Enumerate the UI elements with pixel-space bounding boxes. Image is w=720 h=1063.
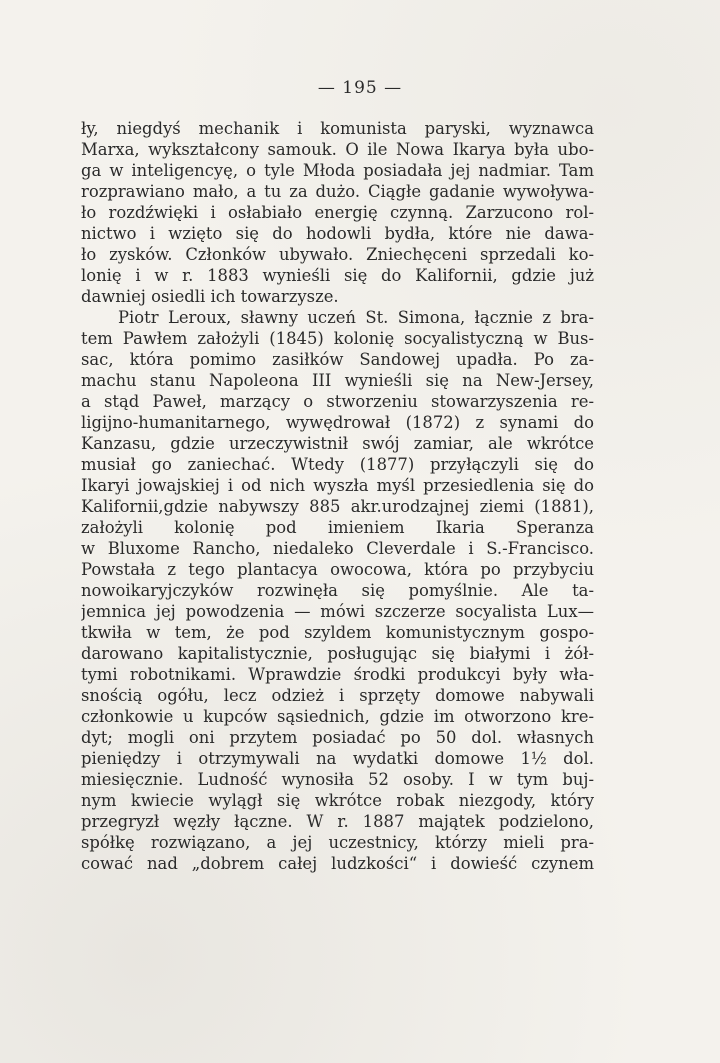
text-line: członkowie u kupców sąsiednich, gdzie im otworzono kre- [81,707,594,726]
text-line: machu stanu Napoleona III wynieśli się na New-Jersey, [81,371,594,390]
text-line: musiał go zaniechać. Wtedy (1877) przyłączyli się do [81,455,594,474]
text-line: tem Pawłem założyli (1845) kolonię socyalistyczną w Bus- [81,329,594,348]
text-line: Powstała z tego plantacya owocowa, która po przybyciu [81,560,594,579]
text-line: ły, niegdyś mechanik i komunista paryski, wyznawca [81,119,594,138]
text-line: snością ogółu, lecz odzież i sprzęty domowe nabywali [81,686,594,705]
text-line: Ikaryi jowajskiej i od nich wyszła myśl przesiedlenia się do [81,476,594,495]
text-line: Kalifornii,gdzie nabywszy 885 akr.urodzajnej ziemi (1881), [81,497,594,516]
text-line: a stąd Paweł, marzący o stworzeniu stowarzyszenia re- [81,392,594,411]
text-line: nym kwiecie wylągł się wkrótce robak niezgody, który [81,791,594,810]
text-line: tymi robotnikami. Wprawdzie środki produkcyi były wła- [81,665,594,684]
text-line: w Bluxome Rancho, niedaleko Cleverdale i S.-Francisco. [81,539,594,558]
text-line: założyli kolonię pod imieniem Ikaria Speranza [81,518,594,537]
text-line: Kanzasu, gdzie urzeczywistnił swój zamiar, ale wkrótce [81,434,594,453]
text-line: lonię i w r. 1883 wynieśli się do Kalifornii, gdzie już [81,266,594,285]
text-line: Piotr Leroux, sławny uczeń St. Simona, łącznie z bra- [118,308,594,327]
text-line: dyt; mogli oni przytem posiadać po 50 dol. własnych [81,728,594,747]
text-line: cować nad „dobrem całej ludzkości“ i dowieść czynem [81,854,594,873]
body-text [81,118,594,874]
text-line: tkwiła w tem, że pod szyldem komunistycznym gospo- [81,623,594,642]
text-line: pieniędzy i otrzymywali na wydatki domowe 1½ dol. [81,749,594,768]
text-line: rozprawiano mało, a tu za dużo. Ciągłe gadanie wywoływa- [81,182,594,201]
text-line: ligijno-humanitarnego, wywędrował (1872) z synami do [81,413,594,432]
text-line: przegryzł węzły łączne. W r. 1887 majątek podzielono, [81,812,594,831]
text-line: ga w inteligencyę, o tyle Młoda posiadała jej nadmiar. Tam [81,161,594,180]
page-number: — 195 — [317,78,403,98]
text-line: nowoikaryjczyków rozwinęła się pomyślnie. Ale ta- [81,581,594,600]
text-line: dawniej osiedli ich towarzysze. [81,287,339,306]
text-line: jemnica jej powodzenia — mówi szczerze socyalista Lux— [81,602,594,621]
text-line: darowano kapitalistycznie, posługując się białymi i żół- [81,644,594,663]
text-line: Marxa, wykształcony samouk. O ile Nowa Ikarya była ubo- [81,140,594,159]
text-line: miesięcznie. Ludność wynosiła 52 osoby. I w tym buj- [81,770,594,789]
text-line: spółkę rozwiązano, a jej uczestnicy, którzy mieli pra- [81,833,594,852]
text-line: ło zysków. Członków ubywało. Zniechęceni sprzedali ko- [81,245,594,264]
text-line: nictwo i wzięto się do hodowli bydła, które nie dawa- [81,224,594,243]
text-line: sac, która pomimo zasiłków Sandowej upadła. Po za- [81,350,594,369]
text-line: ło rozdźwięki i osłabiało energię czynną. Zarzucono rol- [81,203,594,222]
